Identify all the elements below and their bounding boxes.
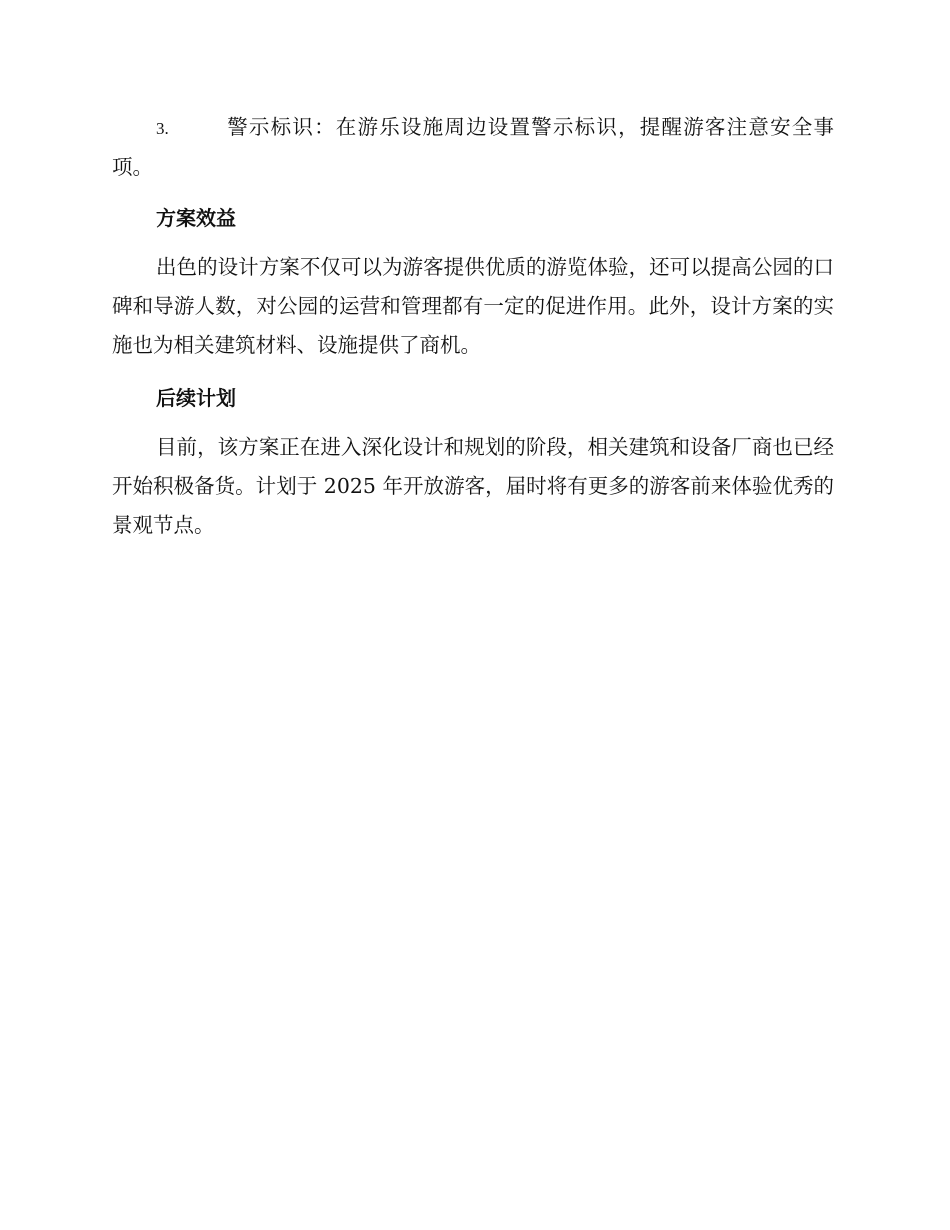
list-item-text: 警示标识：在游乐设施周边设置警示标识，提醒游客注意安全事项。 bbox=[112, 115, 834, 179]
document-body bbox=[112, 108, 834, 561]
follow-up-plan-paragraph: 目前，该方案正在进入深化设计和规划的阶段，相关建筑和设备厂商也已经开始积极备货。计划于 2025 年开放游客，届时将有更多的游客前来体验优秀的景观节点。 bbox=[112, 435, 834, 537]
list-item bbox=[112, 108, 834, 187]
section-heading-follow-up-plan: 后续计划 bbox=[156, 386, 236, 410]
list-number: 3. bbox=[156, 119, 169, 138]
section-heading-benefits: 方案效益 bbox=[156, 206, 236, 230]
benefits-paragraph: 出色的设计方案不仅可以为游客提供优质的游览体验，还可以提高公园的口碑和导游人数，对公园的运营和管理都有一定的促进作用。此外，设计方案的实施也为相关建筑材料、设施提供了商机。 bbox=[112, 255, 834, 357]
